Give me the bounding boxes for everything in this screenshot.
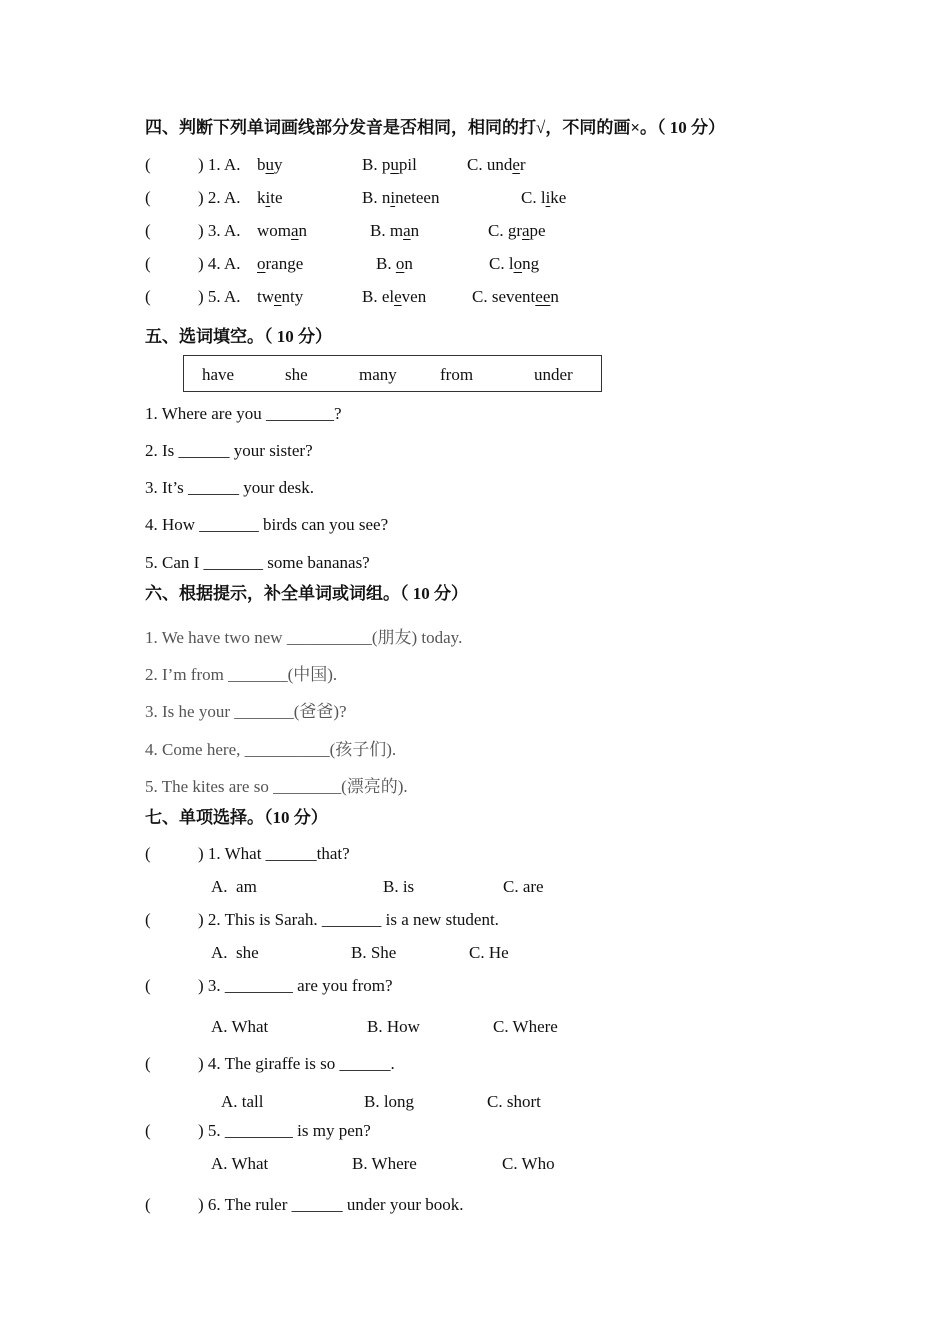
word-bank-item: from xyxy=(440,365,474,384)
choice-question: ) 2. This is Sarah. _______ is a new student. xyxy=(198,910,499,929)
underlined-letters: i xyxy=(390,188,396,207)
option-c: C. are xyxy=(503,877,544,896)
option-c: C. He xyxy=(469,943,509,962)
fill-question: 4. How _______ birds can you see? xyxy=(145,515,389,534)
option-c-word xyxy=(472,287,559,307)
word-part: wom xyxy=(257,221,291,240)
option-a: A. she xyxy=(211,943,259,962)
word-part: r xyxy=(519,155,526,174)
item-number: ) 5. A. xyxy=(198,287,241,306)
section4-title: 四、判断下列单词画线部分发音是否相同，相同的打√，不同的画×。（ 10 分） xyxy=(145,118,726,137)
word-part: k xyxy=(257,188,266,207)
option-c-word xyxy=(521,188,566,208)
word-bank-item: she xyxy=(285,365,308,384)
fill-question: 2. Is ______ your sister? xyxy=(145,441,313,460)
item-number: ) 1. A. xyxy=(198,155,241,174)
word-part: ven xyxy=(401,287,427,306)
word-part: n xyxy=(410,221,420,240)
underlined-letters: o xyxy=(395,254,405,273)
underlined-letters: i xyxy=(545,188,551,207)
choice-question: ) 3. ________ are you from? xyxy=(198,976,393,995)
choice-paren: ( xyxy=(145,1195,151,1214)
underlined-letters: a xyxy=(522,221,530,240)
option-a-word xyxy=(257,287,303,307)
option-c: C. Who xyxy=(502,1154,555,1173)
option-a: A. What xyxy=(211,1154,269,1173)
word-part: ng xyxy=(522,254,540,273)
option-c: C. Where xyxy=(493,1017,558,1036)
option-a-word xyxy=(257,155,283,175)
section7-title: 七、单项选择。（10 分） xyxy=(145,808,328,827)
option-c-word xyxy=(488,221,546,241)
option-b: B. She xyxy=(351,943,397,962)
word-part: b xyxy=(257,155,266,174)
word-part: n xyxy=(298,221,308,240)
fill-question: 5. Can I _______ some bananas? xyxy=(145,553,370,572)
option-b: B. Where xyxy=(352,1154,417,1173)
item-number: ) 2. A. xyxy=(198,188,241,207)
underlined-letters: o xyxy=(257,254,266,273)
hint-question: 1. We have two new __________(朋友) today. xyxy=(145,628,463,647)
option-b: B. long xyxy=(364,1092,415,1111)
answer-paren: ( xyxy=(145,254,151,273)
option-b-word xyxy=(370,221,419,241)
option-b-word xyxy=(362,155,417,175)
word-part: ke xyxy=(550,188,567,207)
word-part: te xyxy=(270,188,283,207)
word-part: n xyxy=(550,287,559,306)
option-b-word xyxy=(362,188,439,208)
underlined-letters: ee xyxy=(535,287,551,306)
word-part: C. und xyxy=(467,155,513,174)
section5-title: 五、选词填空。（ 10 分） xyxy=(145,327,332,346)
underlined-letters: e xyxy=(512,155,520,174)
answer-paren: ( xyxy=(145,155,151,174)
word-part: C. gr xyxy=(488,221,522,240)
answer-paren: ( xyxy=(145,188,151,207)
fill-question: 3. It’s ______ your desk. xyxy=(145,478,315,497)
underlined-letters: a xyxy=(403,221,411,240)
word-part: B. xyxy=(376,254,396,273)
choice-paren: ( xyxy=(145,910,151,929)
choice-paren: ( xyxy=(145,1121,151,1140)
underlined-letters: e xyxy=(274,287,282,306)
choice-paren: ( xyxy=(145,976,151,995)
underlined-letters: a xyxy=(291,221,299,240)
word-part: pil xyxy=(398,155,417,174)
item-number: ) 3. A. xyxy=(198,221,241,240)
option-a-word xyxy=(257,221,307,241)
option-a: A. What xyxy=(211,1017,269,1036)
option-b-word xyxy=(376,254,413,274)
option-b: B. How xyxy=(367,1017,420,1036)
choice-question: ) 5. ________ is my pen? xyxy=(198,1121,371,1140)
word-bank xyxy=(183,355,602,392)
choice-question: ) 6. The ruler ______ under your book. xyxy=(198,1195,464,1214)
option-c: C. short xyxy=(487,1092,541,1111)
word-part: tw xyxy=(257,287,274,306)
word-part: C. sevent xyxy=(472,287,536,306)
word-part: C. l xyxy=(489,254,514,273)
hint-question: 5. The kites are so ________(漂亮的). xyxy=(145,777,408,796)
option-c-word xyxy=(489,254,539,274)
option-b: B. is xyxy=(383,877,415,896)
underlined-letters: i xyxy=(265,188,271,207)
word-part: B. n xyxy=(362,188,391,207)
section6-title: 六、根据提示，补全单词或词组。（ 10 分） xyxy=(145,584,468,603)
word-part: nty xyxy=(281,287,304,306)
fill-question: 1. Where are you ________? xyxy=(145,404,342,423)
option-a: A. am xyxy=(211,877,257,896)
option-a-word xyxy=(257,254,303,274)
answer-paren: ( xyxy=(145,287,151,306)
hint-question: 4. Come here, __________(孩子们). xyxy=(145,740,397,759)
word-bank-item: many xyxy=(359,365,397,384)
word-part: C. l xyxy=(521,188,546,207)
word-part: B. p xyxy=(362,155,391,174)
choice-paren: ( xyxy=(145,1054,151,1073)
hint-question: 2. I’m from _______(中国). xyxy=(145,665,338,684)
item-number: ) 4. A. xyxy=(198,254,241,273)
underlined-letters: e xyxy=(394,287,402,306)
underlined-letters: o xyxy=(513,254,523,273)
word-part: B. m xyxy=(370,221,404,240)
choice-paren: ( xyxy=(145,844,151,863)
underlined-letters: u xyxy=(265,155,274,174)
word-part: B. el xyxy=(362,287,395,306)
underlined-letters: u xyxy=(390,155,399,174)
answer-paren: ( xyxy=(145,221,151,240)
word-bank-item: have xyxy=(202,365,235,384)
option-b-word xyxy=(362,287,426,307)
option-a: A. tall xyxy=(221,1092,264,1111)
word-part: n xyxy=(404,254,413,273)
word-bank-item: under xyxy=(534,365,573,384)
word-part: range xyxy=(265,254,304,273)
word-part: pe xyxy=(529,221,546,240)
word-part: neteen xyxy=(395,188,440,207)
option-c-word xyxy=(467,155,526,175)
hint-question: 3. Is he your _______(爸爸)? xyxy=(145,702,347,721)
option-a-word xyxy=(257,188,283,208)
word-part: y xyxy=(274,155,283,174)
choice-question: ) 1. What ______that? xyxy=(198,844,350,863)
choice-question: ) 4. The giraffe is so ______. xyxy=(198,1054,395,1073)
